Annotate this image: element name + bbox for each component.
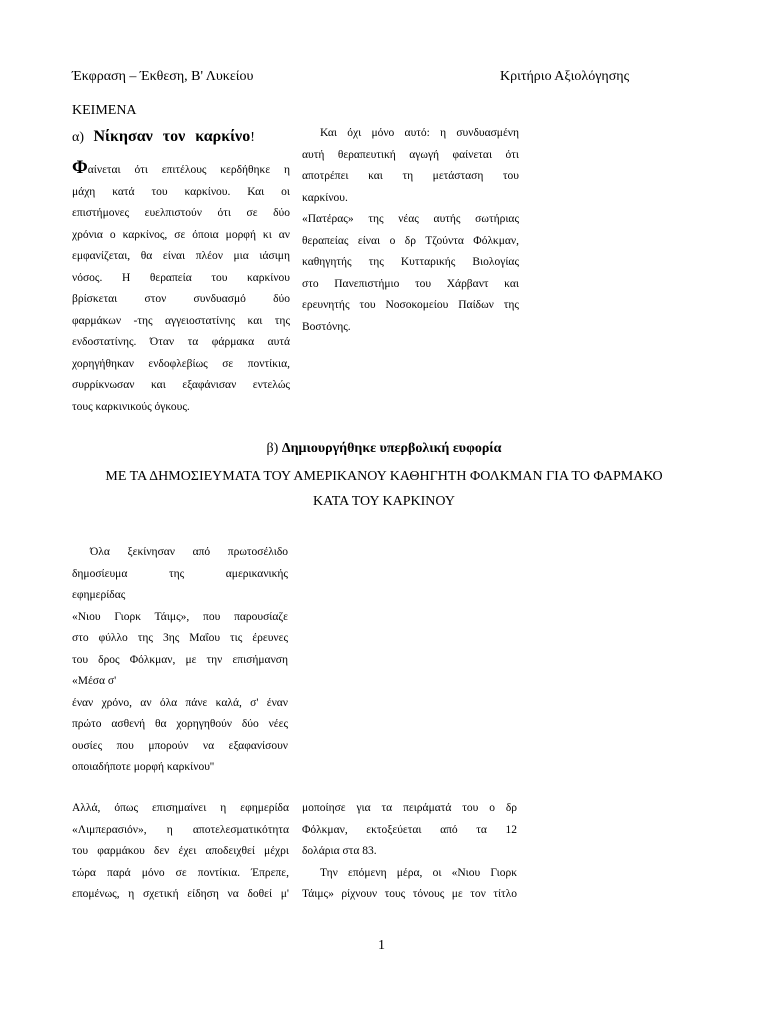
text-line: Φαίνεται ότι επιτέλους κερδήθηκε η: [72, 157, 290, 178]
drop-cap: Φ: [72, 157, 88, 178]
text-line: εφημερίδας: [72, 589, 126, 601]
text-line: Φόλκμαν, εκτοξεύεται από τα 12: [302, 823, 517, 836]
text-line: δημοσίευμα της αμερικανικής: [72, 567, 288, 580]
text-line: του φαρμάκου δεν έχει αποδειχθεί μέχρι: [72, 845, 289, 857]
article-b-block1: [72, 542, 288, 779]
text-line: τώρα παρά μόνο σε ποντίκια. Έπρεπε,: [72, 866, 289, 879]
article-a-right-column: [302, 123, 519, 338]
text-line: Και όχι μόνο αυτό: η συνδυασμένη: [320, 127, 519, 139]
text-line: «Λιμπερασιόν», η αποτελεσματικότητα: [72, 823, 289, 836]
text-line: καρκίνου.: [302, 191, 348, 204]
text-line: στο Πανεπιστήμιο του Χάρβαντ και: [302, 277, 519, 290]
article-b-block2-left: [72, 798, 289, 906]
text-line: μοποίησε για τα πειράματά του ο δρ: [302, 802, 517, 814]
text-line: ενδοστατίνης. Όταν τα φάρμακα αυτά: [72, 336, 290, 348]
text-line: αποτρέπει και τη μετάσταση του: [302, 170, 519, 182]
text-line: επομένως, η σχετική είδηση να δοθεί μ': [72, 888, 289, 900]
article-a-headline-end: !: [250, 130, 255, 145]
page-number: 1: [378, 938, 385, 953]
text-line: Την επόμενη μέρα, οι «Νιου Γιορκ: [320, 866, 517, 879]
text-line: τους καρκινικούς όγκους.: [72, 400, 190, 413]
article-a-marker: α): [72, 130, 84, 145]
article-a-left-column: [72, 157, 290, 418]
article-b-block2-right: [302, 798, 517, 906]
text-line: Όλα ξεκίνησαν από πρωτοσέλιδο: [90, 546, 288, 558]
text-line: «Νιου Γιορκ Τάιμς», που παρουσίαζε: [72, 610, 288, 623]
text-line: οποιαδήποτε μορφή καρκίνου'': [72, 761, 215, 773]
text-line: νόσος. Η θεραπεία του καρκίνου: [72, 271, 290, 284]
article-b-title: [0, 441, 768, 457]
text-line: του δρος Φόλκμαν, με την επισήμανση: [72, 653, 288, 666]
running-header-right: Κριτήριο Αξιολόγησης: [500, 69, 630, 84]
running-header-left: Έκφραση – Έκθεση, Β' Λυκείου: [72, 69, 254, 84]
text-line: χορηγήθηκαν ενδοφλεβίως σε ποντίκια,: [72, 357, 290, 370]
article-a-title: [72, 128, 255, 146]
article-a-headline: Νίκησαν τον καρκίνο: [93, 128, 251, 145]
text-line: εμφανίζεται, θα είναι πλέον μια ιάσιμη: [72, 250, 290, 262]
text-line: Τάιμς» ρίχνουν τους τόνους με τον τίτλο: [302, 888, 517, 900]
text-line: Βοστόνης.: [302, 320, 351, 333]
text-line: πρώτο ασθενή θα χορηγηθούν δύο νέες: [72, 718, 288, 730]
text-line: αυτή θεραπευτική αγωγή φαίνεται ότι: [302, 148, 519, 161]
text-line: φαρμάκων -της αγγειοστατίνης και της: [72, 314, 290, 327]
text-line: στο φύλλο της 3ης Μαΐου τις έρευνες: [72, 632, 288, 644]
text-line: ερευνητής του Νοσοκομείου Παίδων της: [302, 299, 519, 311]
article-b-subtitle-line2: ΚΑΤΑ ΤΟΥ ΚΑΡΚΙΝΟΥ: [313, 494, 455, 509]
text-line: βρίσκεται στον συνδυασμό δύο: [72, 293, 290, 305]
text-line: ουσίες που μπορούν να εξαφανίσουν: [72, 739, 288, 752]
text-line: χρόνια ο καρκίνος, σε όποια μορφή κι αν: [72, 228, 290, 241]
text-line: επιστήμονες ευελπιστούν ότι σε δύο: [72, 207, 290, 219]
text-line: μάχη κατά του καρκίνου. Και οι: [72, 185, 290, 198]
text-line: συρρίκνωσαν και εξαφάνισαν εντελώς: [72, 379, 290, 391]
article-b-headline: Δημιουργήθηκε υπερβολική ευφορία: [281, 441, 502, 456]
text-line: «Πατέρας» της νέας αυτής σωτήριας: [302, 213, 519, 225]
text-line: καθηγητής της Κυτταρικής Βιολογίας: [302, 256, 519, 268]
article-b-subtitle-line1: ΜΕ ΤΑ ΔΗΜΟΣΙΕΥΜΑΤΑ ΤΟΥ ΑΜΕΡΙΚΑΝΟΥ ΚΑΘΗΓΗΤΗ ΦΟΛΚΜΑΝ ΓΙΑ ΤΟ ΦΑΡΜΑΚΟ: [105, 469, 663, 484]
text-line: έναν χρόνο, αν όλα πάνε καλά, σ' έναν: [72, 696, 288, 709]
text-line: «Μέσα σ': [72, 675, 117, 687]
text-line: δολάρια στα 83.: [302, 845, 377, 857]
article-b-marker: β): [266, 441, 279, 456]
section-label: ΚΕΙΜΕΝΑ: [72, 103, 137, 118]
text-line: θεραπείας είναι ο δρ Τζούντα Φόλκμαν,: [302, 234, 519, 247]
text-line: Αλλά, όπως επισημαίνει η εφημερίδα: [72, 802, 289, 814]
